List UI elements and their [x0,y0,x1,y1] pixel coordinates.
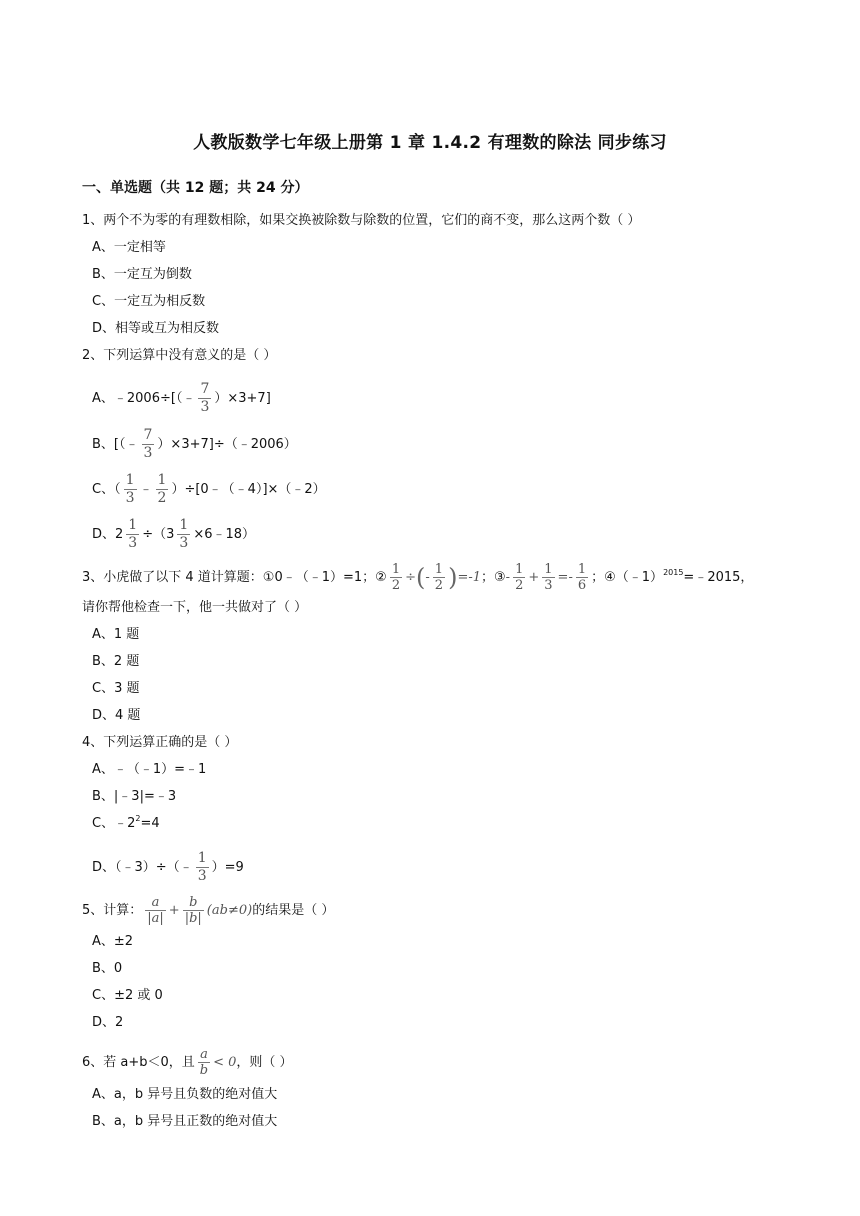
q1-option-c[interactable]: C、一定互为相反数 [92,294,206,309]
fraction [124,473,137,506]
q2-c-mid: ﹣ [139,482,153,497]
denominator: 2 [515,578,524,593]
condition: (ab≠0) [206,903,253,918]
q4-d-pre: D、（﹣3）÷（﹣ [92,860,193,875]
numerator: a [151,895,160,910]
numerator: 1 [391,562,401,577]
denominator: 2 [157,490,167,506]
numerator: 1 [544,562,553,577]
denominator: 3 [179,535,189,551]
q4-option-c[interactable] [92,815,160,833]
denominator: |a| [147,911,164,926]
q2-b-pre: B、[（﹣ [92,437,139,452]
q5-option-b[interactable]: B、0 [92,961,123,976]
q3-s4-post: =﹣2015， [683,570,754,585]
numerator: 1 [197,850,207,866]
denominator: 2 [434,578,444,593]
paren-close: ) [448,563,458,592]
fraction [390,563,402,592]
numerator: 7 [143,427,153,443]
q2-a-pre: A、﹣2006÷[（﹣ [92,391,196,406]
denominator: 3 [544,578,553,593]
page-title: 人教版数学七年级上册第 1 章 1.4.2 有理数的除法 同步练习 [193,133,667,153]
q2-option-a[interactable] [92,382,271,415]
question-3-stem-continued: 请你帮他检查一下，他一共做对了（ ） [82,600,308,615]
q3-option-a[interactable]: A、1 题 [92,627,140,642]
q5-stem-post: 的结果是（ ） [252,903,335,918]
question-5-stem [82,896,334,925]
q2-d-post: ×6﹣18） [193,527,256,542]
q4-option-d[interactable] [92,851,244,884]
plus-sign: + [528,570,540,585]
q2-option-c[interactable] [92,473,326,506]
denominator: 3 [200,399,210,415]
numerator: 1 [577,562,587,577]
fraction [542,563,554,592]
fraction [177,518,190,551]
q3-option-c[interactable]: C、3 题 [92,681,140,696]
q2-option-d[interactable] [92,518,255,551]
fraction [183,896,204,925]
q3-s2-result: =-1 [457,570,482,585]
q6-stem-post: ，则（ ） [236,1055,293,1070]
question-2-stem: 2、下列运算中没有意义的是（ ） [82,348,277,363]
fraction [513,563,525,592]
equals-sign: =- [557,570,573,585]
exponent: 2 [135,814,141,823]
numerator: 1 [179,517,189,533]
denominator: 3 [143,445,153,461]
q4-c-post: =4 [140,816,160,831]
numerator: 1 [128,517,138,533]
question-6-stem [82,1048,293,1077]
q4-d-post: ）=9 [211,860,244,875]
q6-option-a[interactable]: A、a，b 异号且负数的绝对值大 [92,1087,278,1102]
less-than-zero: < 0 [213,1055,237,1070]
q2-option-b[interactable] [92,428,297,461]
question-3-stem [82,563,753,592]
fraction [196,851,209,884]
q1-option-b[interactable]: B、一定互为倒数 [92,267,192,282]
denominator: 3 [197,868,207,884]
divide-sign: ÷ [405,570,417,585]
q1-option-a[interactable]: A、一定相等 [92,240,166,255]
q4-option-a[interactable]: A、﹣（﹣1）=﹣1 [92,762,207,777]
q3-option-b[interactable]: B、2 题 [92,654,140,669]
fraction [126,518,139,551]
q6-option-b[interactable]: B、a，b 异号且正数的绝对值大 [92,1114,278,1129]
denominator: 2 [391,578,401,593]
numerator: 1 [157,472,167,488]
fraction [433,563,445,592]
fraction [156,473,169,506]
section-heading: 一、单选题（共 12 题；共 24 分） [82,180,309,196]
q5-stem-pre: 5、计算： [82,903,143,918]
denominator: 3 [125,490,135,506]
question-4-stem: 4、下列运算正确的是（ ） [82,735,238,750]
q1-option-d[interactable]: D、相等或互为相反数 [92,321,220,336]
denominator: |b| [184,911,202,926]
exponent: 2015 [663,568,684,577]
fraction [198,382,211,415]
paren-open: ( [416,563,426,592]
q2-d-mid: ÷（3 [142,527,175,542]
fraction [198,1048,210,1077]
numerator: 7 [200,381,210,397]
q2-b-post: ）×3+7]÷（﹣2006） [157,437,297,452]
numerator: b [189,895,198,910]
q4-option-b[interactable]: B、|﹣3|=﹣3 [92,789,177,804]
numerator: a [200,1047,208,1062]
q2-a-post: ）×3+7] [214,391,271,406]
numerator: 1 [125,472,135,488]
q2-c-pre: C、（ [92,482,121,497]
question-1-stem: 1、两个不为零的有理数相除，如果交换被除数与除数的位置，它们的商不变，那么这两个数（ ） [82,213,641,228]
q3-option-d[interactable]: D、4 题 [92,708,141,723]
numerator: 1 [434,562,444,577]
q3-sep: ；③ [481,570,506,585]
plus-sign: + [168,903,180,918]
q4-c-pre: C、﹣2 [92,816,136,831]
q3-s4-pre: ；④（﹣1） [591,570,664,585]
fraction [145,896,166,925]
minus-sign: - [425,570,430,585]
denominator: 3 [128,535,138,551]
fraction [142,428,155,461]
q5-option-a[interactable]: A、±2 [92,934,134,949]
q5-option-c[interactable]: C、±2 或 0 [92,988,163,1003]
q3-stem-pre: 3、小虎做了以下 4 道计算题：①0﹣（﹣1）=1；② [82,570,387,585]
numerator: 1 [515,562,524,577]
minus-sign: - [505,570,511,585]
denominator: b [199,1063,209,1078]
denominator: 6 [577,578,587,593]
q2-c-post: ）÷[0﹣（﹣4）]×（﹣2） [171,482,326,497]
q5-option-d[interactable]: D、2 [92,1015,124,1030]
fraction [576,563,588,592]
q2-d-pre: D、2 [92,527,124,542]
q6-stem-pre: 6、若 a+b＜0，且 [82,1055,195,1070]
